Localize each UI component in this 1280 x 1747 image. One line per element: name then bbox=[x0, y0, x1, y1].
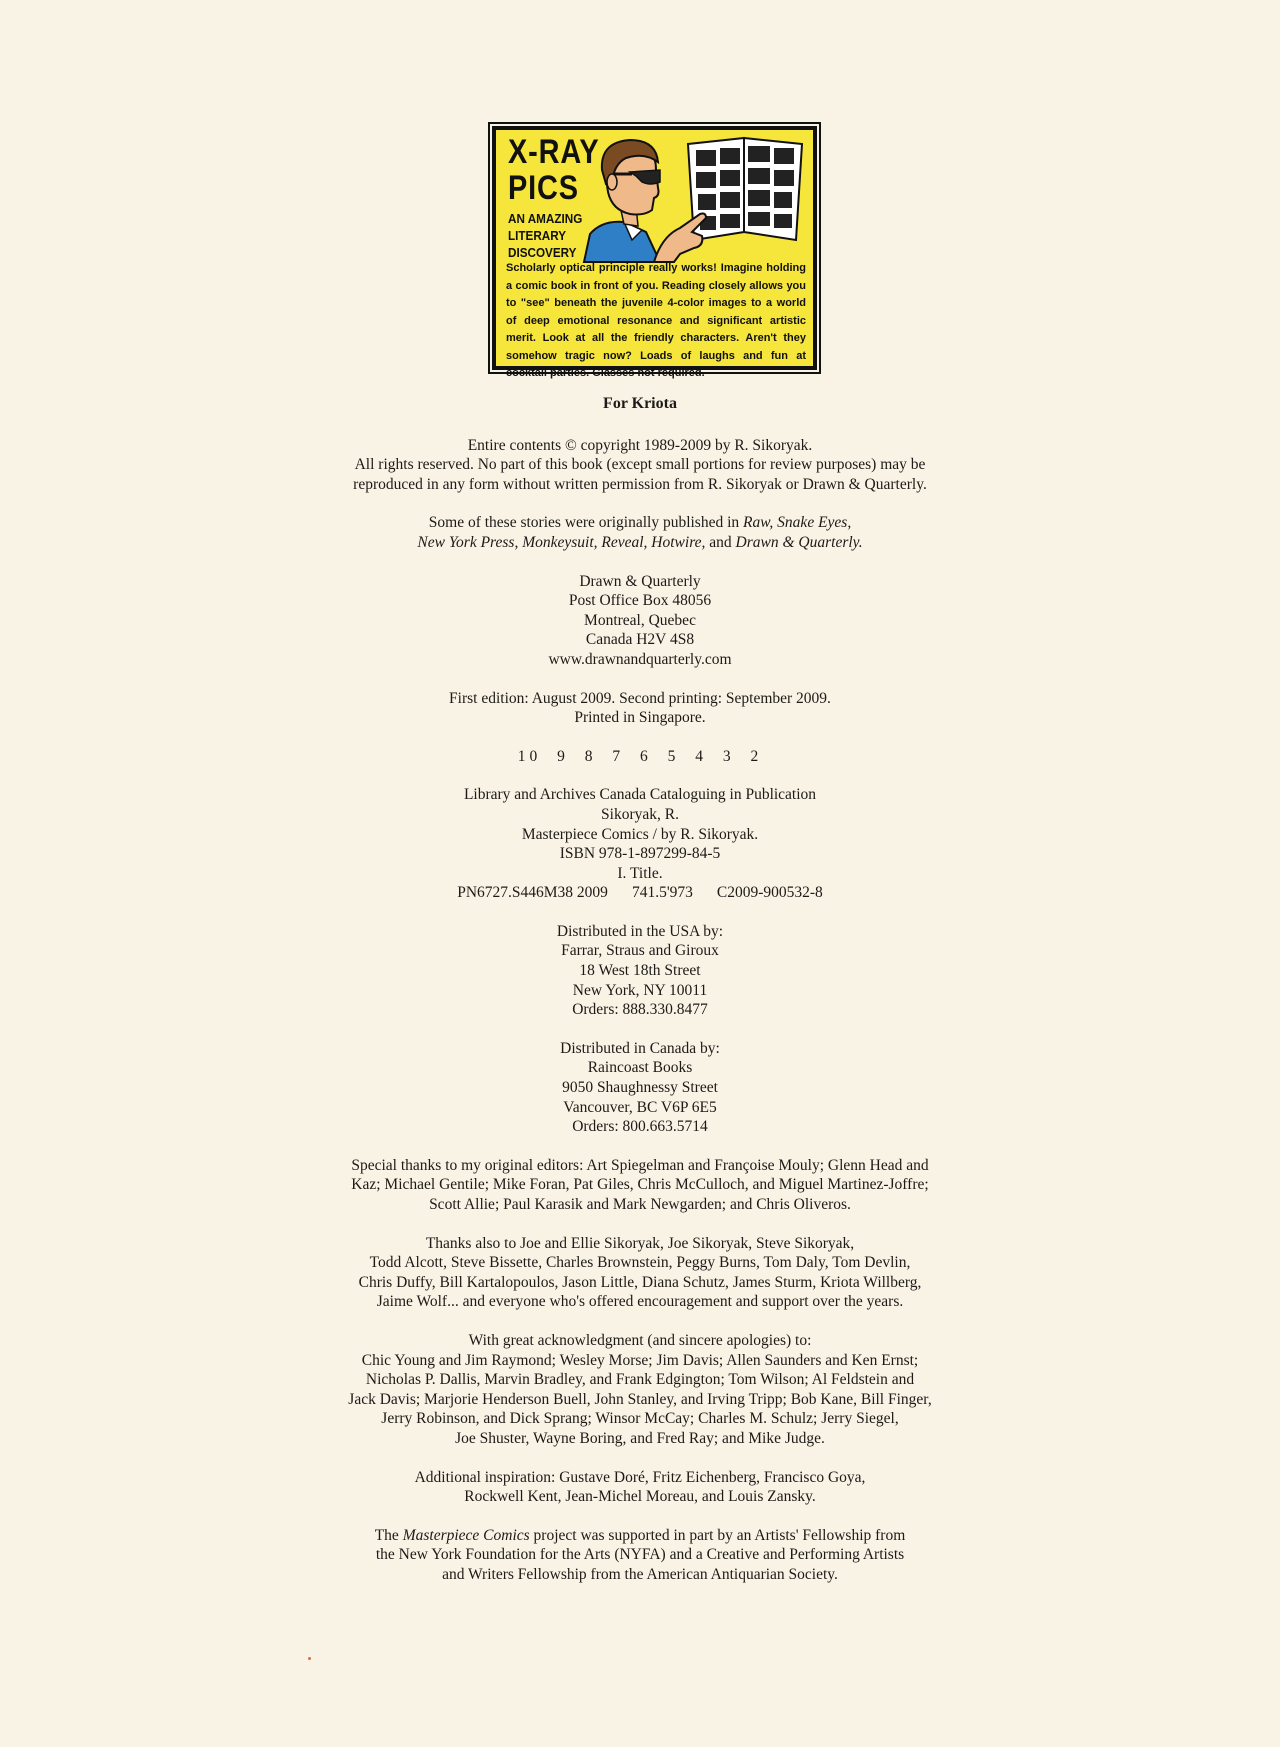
text-line bbox=[300, 1526, 980, 1546]
publisher-name: Drawn & Quarterly bbox=[579, 572, 701, 590]
publication-titles: Drawn & Quarterly. bbox=[735, 533, 863, 551]
call-number: PN6727.S446M38 2009 bbox=[457, 884, 608, 902]
man-reading-comic-illustration bbox=[584, 136, 812, 262]
text-line: Rockwell Kent, Jean-Michel Moreau, and Louis Zansky. bbox=[464, 1488, 816, 1506]
text-line: Masterpiece Comics / by R. Sikoryak. bbox=[521, 825, 759, 843]
project-support bbox=[300, 1526, 980, 1585]
text-run: project was supported in part by an Artists' Fellowship from bbox=[529, 1526, 906, 1544]
text-line: Distributed in Canada by: bbox=[560, 1039, 720, 1057]
text-line: Vancouver, BC V6P 6E5 bbox=[563, 1098, 717, 1116]
ad-subtitle bbox=[508, 210, 582, 261]
dedication: For Kriota bbox=[603, 395, 677, 412]
publication-titles: Raw, Snake Eyes, bbox=[743, 514, 852, 532]
text-line: 18 West 18th Street bbox=[579, 962, 701, 980]
text-line: Entire contents © copyright 1989-2009 by R. Sikoryak. bbox=[467, 436, 813, 454]
thanks-also bbox=[300, 1234, 980, 1312]
usa-distributor bbox=[300, 922, 980, 1020]
text-line: With great acknowledgment (and sincere apologies) to: bbox=[468, 1331, 812, 1349]
text-line: Joe Shuster, Wayne Boring, and Fred Ray; and Mike Judge. bbox=[455, 1429, 825, 1447]
text-line: Chris Duffy, Bill Kartalopoulos, Jason Little, Diana Schutz, James Sturm, Kriota Willberg, bbox=[358, 1273, 922, 1291]
acknowledgment bbox=[300, 1331, 980, 1449]
text-line: Additional inspiration: Gustave Doré, Fritz Eichenberg, Francisco Goya, bbox=[414, 1468, 866, 1486]
text-line: All rights reserved. No part of this book (except small portions for review purposes) may be bbox=[354, 456, 926, 474]
text-line: Orders: 800.663.5714 bbox=[572, 1118, 708, 1136]
text-line: Farrar, Straus and Giroux bbox=[561, 942, 719, 960]
ad-subtitle-line: AN AMAZING bbox=[508, 211, 583, 226]
book-title: Masterpiece Comics bbox=[402, 1526, 530, 1544]
ad-subtitle-line: LITERARY bbox=[508, 228, 567, 243]
text-line bbox=[300, 533, 980, 553]
text-run: The bbox=[374, 1526, 403, 1544]
text-run: and bbox=[705, 533, 736, 551]
publisher-address bbox=[300, 572, 980, 670]
ad-title-line: X-RAY bbox=[508, 133, 600, 171]
text-line: First edition: August 2009. Second printing: September 2009. bbox=[449, 689, 831, 707]
printing-line-numbers: 10 9 8 7 6 5 4 3 2 bbox=[517, 747, 763, 765]
text-line bbox=[300, 513, 980, 533]
classification-line bbox=[300, 883, 980, 903]
text-line: Scott Allie; Paul Karasik and Mark Newgarden; and Chris Oliveros. bbox=[429, 1196, 851, 1213]
text-line: I. Title. bbox=[617, 864, 663, 882]
text-line: Special thanks to my original editors: Art Spiegelman and Françoise Mouly; Glenn Head and bbox=[351, 1156, 929, 1174]
text-run: Some of these stories were originally published in bbox=[428, 514, 744, 532]
text-line: Jerry Robinson, and Dick Sprang; Winsor McCay; Charles M. Schulz; Jerry Siegel, bbox=[381, 1410, 899, 1428]
text-line: New York, NY 10011 bbox=[572, 981, 708, 999]
ad-body-text: Scholarly optical principle really works! Imagine holding a comic book in front of you. Reading closely allows you to "see" beneath the juvenile 4-color images to a world of deep emotional resonance and significant artistic merit. Look at all the friendly characters. Aren't they somehow tragic now? Loads of laughs and fun at cocktail parties. Glasses not required. bbox=[506, 262, 806, 379]
copyright-notice bbox=[300, 436, 980, 495]
text-line: Orders: 888.330.8477 bbox=[572, 1001, 708, 1019]
address-line: Canada H2V 4S8 bbox=[585, 631, 695, 649]
isbn: ISBN 978-1-897299-84-5 bbox=[559, 845, 721, 863]
publication-titles: New York Press, Monkeysuit, Reveal, Hotwire, bbox=[417, 533, 706, 551]
cataloguing-data bbox=[300, 785, 980, 903]
text-line: 9050 Shaughnessy Street bbox=[562, 1079, 718, 1097]
text-line: the New York Foundation for the Arts (NYFA) and a Creative and Performing Artists bbox=[375, 1546, 905, 1564]
text-line: Todd Alcott, Steve Bissette, Charles Brownstein, Peggy Burns, Tom Daly, Tom Devlin, bbox=[369, 1254, 911, 1272]
text-line: Library and Archives Canada Cataloguing in Publication bbox=[463, 786, 817, 804]
text-line: Thanks also to Joe and Ellie Sikoryak, Joe Sikoryak, Steve Sikoryak, bbox=[425, 1234, 855, 1252]
text-line: and Writers Fellowship from the American Antiquarian Society. bbox=[442, 1565, 838, 1583]
address-line: Montreal, Quebec bbox=[584, 611, 696, 629]
text-line: Distributed in the USA by: bbox=[556, 922, 724, 940]
text-line: Kaz; Michael Gentile; Mike Foran, Pat Giles, Chris McCulloch, and Miguel Martinez-Joffre; bbox=[351, 1176, 929, 1194]
canada-distributor bbox=[300, 1039, 980, 1137]
text-line: Raincoast Books bbox=[587, 1059, 693, 1077]
publication-history bbox=[300, 513, 980, 552]
text-line: Chic Young and Jim Raymond; Wesley Morse; Jim Davis; Allen Saunders and Ken Ernst; bbox=[361, 1351, 919, 1369]
special-thanks bbox=[300, 1156, 980, 1215]
publisher-website: www.drawnandquarterly.com bbox=[548, 650, 732, 668]
copyright-page-text bbox=[300, 394, 980, 1604]
text-line: Jack Davis; Marjorie Henderson Buell, John Stanley, and Irving Tripp; Bob Kane, Bill Finger, bbox=[348, 1390, 932, 1408]
text-line: Printed in Singapore. bbox=[574, 709, 706, 727]
ad-title-line: PICS bbox=[508, 169, 579, 207]
text-line: reproduced in any form without written permission from R. Sikoryak or Drawn & Quarterly. bbox=[353, 475, 927, 493]
text-line: Nicholas P. Dallis, Marvin Bradley, and Frank Edgington; Tom Wilson; Al Feldstein and bbox=[365, 1371, 915, 1389]
additional-inspiration bbox=[300, 1468, 980, 1507]
ad-subtitle-line: DISCOVERY bbox=[508, 245, 577, 260]
dewey-number: 741.5'973 bbox=[631, 884, 693, 902]
text-line: Jaime Wolf... and everyone who's offered encouragement and support over the years. bbox=[376, 1293, 904, 1311]
cip-number: C2009-900532-8 bbox=[716, 884, 823, 902]
xray-pics-ad bbox=[492, 126, 817, 379]
edition-info bbox=[300, 689, 980, 728]
address-line: Post Office Box 48056 bbox=[568, 592, 712, 610]
text-line: Sikoryak, R. bbox=[601, 805, 679, 823]
paper-speck bbox=[308, 1657, 311, 1660]
